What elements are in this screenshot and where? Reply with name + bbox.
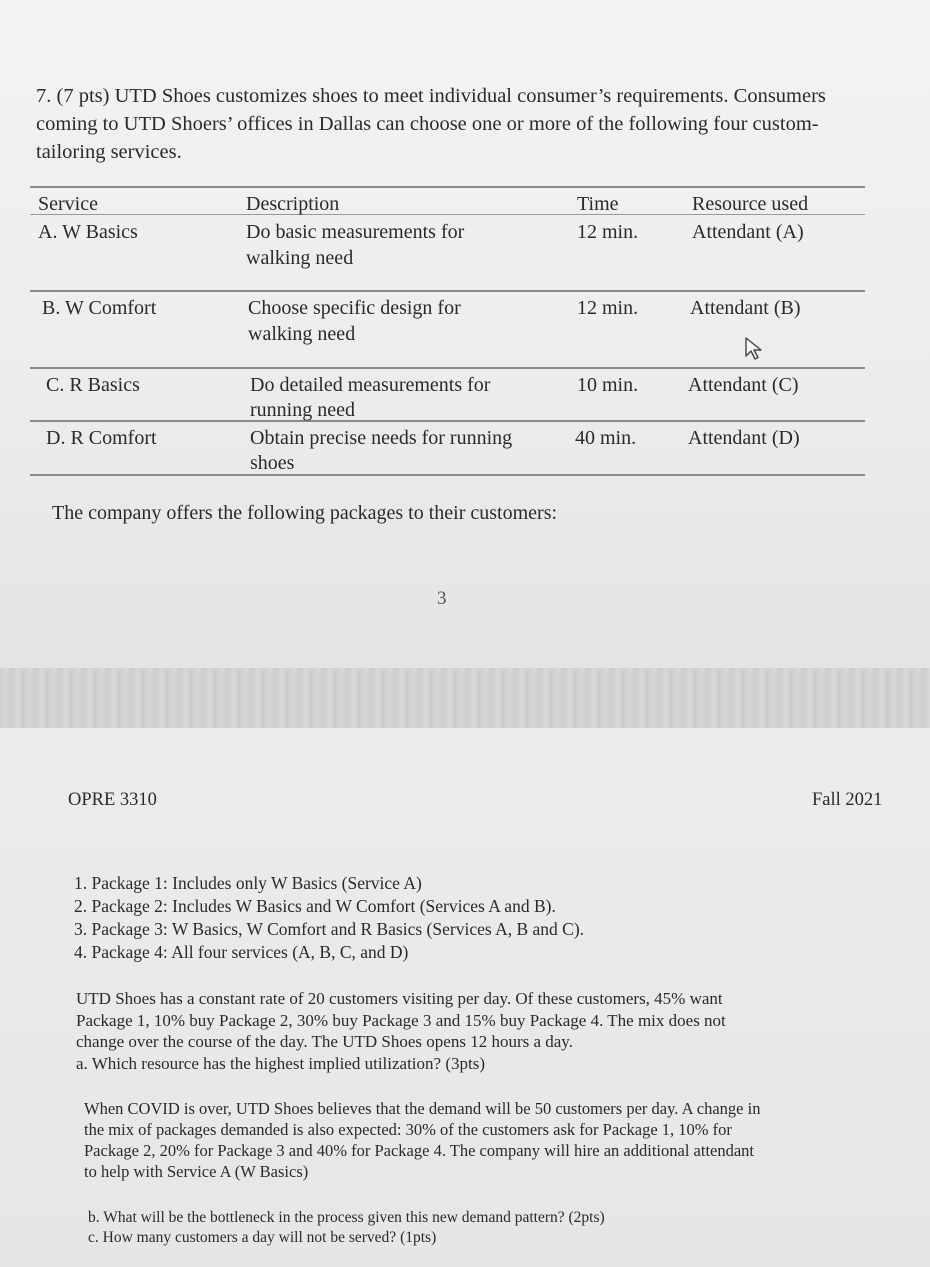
paragraph-line: the mix of packages demanded is also expected: 30% of the customers ask for Package 1, 10% for — [84, 1120, 732, 1139]
row-a-time: 12 min. — [577, 221, 639, 243]
row-d-description-2: shoes — [250, 452, 295, 474]
page-number: 3 — [437, 588, 447, 609]
followup-questions — [88, 1208, 605, 1248]
header-resource: Resource used — [692, 193, 809, 215]
question-line-2: coming to UTD Shoers’ offices in Dallas can choose one or more of the following four custom- — [36, 113, 819, 135]
row-b-description-2: walking need — [248, 323, 356, 345]
list-item: 1. Package 1: Includes only W Basics (Service A) — [74, 873, 422, 893]
list-item: 3. Package 3: W Basics, W Comfort and R Basics (Services A, B and C). — [74, 919, 585, 939]
question-c: c. How many customers a day will not be served? (1pts) — [88, 1229, 437, 1246]
row-c-resource: Attendant (C) — [688, 374, 799, 396]
header-time: Time — [577, 193, 619, 215]
paragraph-line: When COVID is over, UTD Shoes believes that the demand will be 50 customers per day. A change in — [84, 1099, 761, 1118]
list-item: 2. Package 2: Includes W Basics and W Comfort (Services A and B). — [74, 896, 556, 916]
demand-paragraph — [76, 988, 726, 1074]
paragraph-line: Package 1, 10% buy Package 2, 30% buy Package 3 and 15% buy Package 4. The mix does not — [76, 1010, 726, 1030]
packages-list — [74, 872, 584, 964]
row-c-description-1: Do detailed measurements for — [250, 374, 491, 396]
row-b-description-1: Choose specific design for — [248, 297, 461, 319]
row-a-service: A. W Basics — [38, 221, 138, 243]
table-rule-bottom — [30, 474, 865, 476]
paragraph-line: UTD Shoes has a constant rate of 20 customers visiting per day. Of these customers, 45% want — [76, 989, 723, 1008]
row-d-description-1: Obtain precise needs for running — [250, 427, 513, 449]
table-rule-3 — [30, 420, 865, 422]
row-d-time: 40 min. — [575, 427, 637, 449]
row-c-time: 10 min. — [577, 374, 639, 396]
row-a-resource: Attendant (A) — [692, 221, 804, 243]
row-a-description-2: walking need — [246, 247, 354, 269]
row-c-description-2: running need — [250, 399, 355, 421]
question-b: b. What will be the bottleneck in the process given this new demand pattern? (2pts) — [88, 1209, 605, 1226]
table-rule-2 — [30, 367, 865, 369]
header-service: Service — [38, 193, 98, 215]
question-a: a. Which resource has the highest implied utilization? (3pts) — [76, 1053, 485, 1073]
page-break — [0, 668, 930, 728]
row-d-resource: Attendant (D) — [688, 427, 800, 449]
row-c-service: C. R Basics — [46, 374, 140, 396]
footer-course: OPRE 3310 — [68, 790, 157, 810]
packages-intro: The company offers the following packages to their customers: — [52, 502, 558, 524]
table-rule-top — [30, 186, 865, 188]
question-text — [36, 82, 916, 166]
mouse-cursor-icon — [744, 336, 766, 362]
row-b-service: B. W Comfort — [42, 297, 157, 319]
covid-paragraph — [84, 1098, 760, 1182]
question-line-1: 7. (7 pts) UTD Shoes customizes shoes to meet individual consumer’s requirements. Consumers — [36, 85, 826, 107]
row-a-description-1: Do basic measurements for — [246, 221, 465, 243]
footer-term: Fall 2021 — [812, 790, 883, 810]
row-d-service: D. R Comfort — [46, 427, 157, 449]
list-item: 4. Package 4: All four services (A, B, C, and D) — [74, 942, 409, 962]
paragraph-line: to help with Service A (W Basics) — [84, 1162, 309, 1181]
row-b-time: 12 min. — [577, 297, 639, 319]
question-line-3: tailoring services. — [36, 141, 182, 163]
header-description: Description — [246, 193, 340, 215]
paragraph-line: Package 2, 20% for Package 3 and 40% for Package 4. The company will hire an additional attendant — [84, 1141, 755, 1160]
paragraph-line: change over the course of the day. The UTD Shoes opens 12 hours a day. — [76, 1032, 573, 1051]
row-b-resource: Attendant (B) — [690, 297, 801, 319]
table-rule-1 — [30, 290, 865, 292]
